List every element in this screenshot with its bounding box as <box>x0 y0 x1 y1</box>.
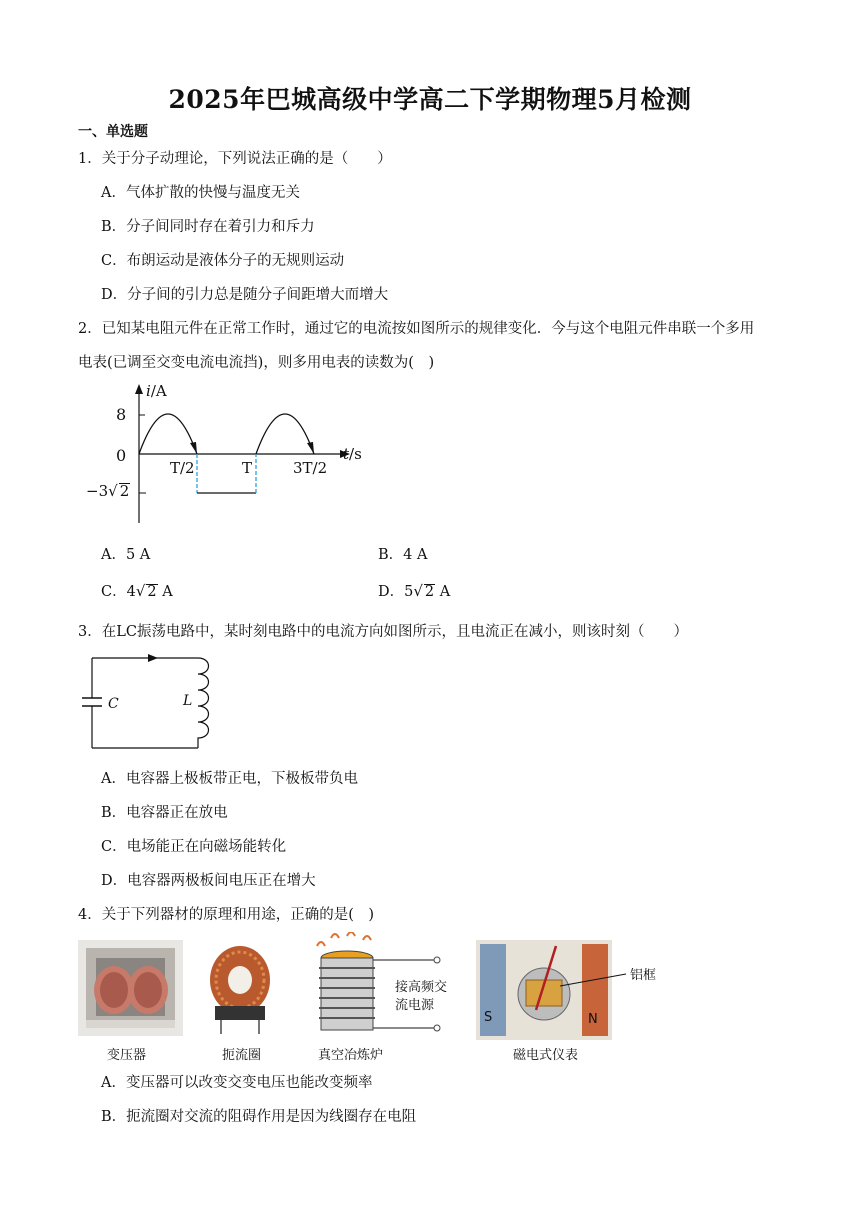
positive-half-wave-1 <box>139 414 197 454</box>
q3-option-d: D．电容器两极板间电压正在增大 <box>101 873 316 889</box>
q1-option-b: B．分子间同时存在着引力和斥力 <box>101 219 315 235</box>
caption-choke: 扼流圈 <box>222 1048 262 1063</box>
q2-stem-line2: 电表(已调至交变电流电流挡)，则多用电表的读数为( ) <box>78 355 435 371</box>
y-tick-label-8: 8 <box>116 405 127 424</box>
q3-option-b: B．电容器正在放电 <box>101 805 228 821</box>
caption-transformer: 变压器 <box>107 1048 147 1063</box>
q1-option-c: C．布朗运动是液体分子的无规则运动 <box>101 253 345 269</box>
frame-pointer-line <box>560 970 628 990</box>
furnace-note-line1: 接高频交 <box>395 980 448 995</box>
x-tick-label-t: T <box>242 459 253 477</box>
q2-option-c: C．4√ 2 A <box>101 582 173 600</box>
capacitor-label: C <box>108 696 119 712</box>
q2-c-coef: C．4 <box>101 584 136 600</box>
q4-stem: 4．关于下列器材的原理和用途，正确的是( ) <box>78 907 375 923</box>
q2-d-radicand: 2 <box>424 584 435 600</box>
inductor-coil <box>198 658 209 748</box>
q2-option-b: B．4 A <box>378 547 428 563</box>
lc-circuit-diagram <box>80 648 220 756</box>
x-axis-label: t/s <box>343 445 362 463</box>
arc1-arrow <box>190 442 197 454</box>
origin-label: 0 <box>116 446 127 465</box>
caption-furnace: 真空冶炼炉 <box>318 1048 384 1063</box>
q4-option-a: A．变压器可以改变交变电压也能改变频率 <box>101 1075 373 1091</box>
y-axis-label: i/A <box>146 382 167 400</box>
q2-d-unit: A <box>435 584 451 600</box>
q2-c-unit: A <box>157 584 173 600</box>
inductor-label: L <box>183 693 193 709</box>
vacuum-furnace-image <box>307 932 457 1038</box>
current-time-graph <box>80 378 370 528</box>
current-direction-arrow <box>148 654 158 662</box>
furnace-note-line2: 流电源 <box>395 998 435 1013</box>
q1-option-a: A．气体扩散的快慢与温度无关 <box>101 185 300 201</box>
aluminum-frame-label: 铝框 <box>630 968 657 983</box>
q2-c-radicand: 2 <box>147 584 157 600</box>
magnet-s-label: S <box>484 1010 493 1025</box>
q2-option-d: D．5√ 2 A <box>378 582 451 600</box>
q2-d-coef: D．5 <box>378 584 414 600</box>
q1-stem: 1．关于分子动理论，下列说法正确的是（ ） <box>78 151 392 167</box>
neg-coef: −3 <box>86 482 109 500</box>
choke-coil-svg <box>205 940 275 1036</box>
y-axis-arrow <box>135 384 143 394</box>
positive-half-wave-2 <box>256 414 314 454</box>
lc-circuit-svg <box>80 648 220 756</box>
caption-meter: 磁电式仪表 <box>513 1048 579 1063</box>
neg-radicand: 2 <box>119 482 130 500</box>
q1-option-d: D．分子间的引力总是随分子间距增大而增大 <box>101 287 389 303</box>
q3-stem: 3．在LC振荡电路中，某时刻电路中的电流方向如图所示，且电流正在减小，则该时刻（ ） <box>78 624 688 640</box>
y-tick-label-neg: −3√ 2 <box>86 482 130 500</box>
x-tick-label-t2: T/2 <box>170 459 195 477</box>
arc2-arrow <box>307 442 314 454</box>
choke-coil-image <box>205 940 275 1036</box>
q2-option-a: A．5 A <box>101 547 151 563</box>
page-title: 2025年巴城高级中学高二下学期物理5月检测 <box>168 85 692 114</box>
x-tick-label-3t2: 3T/2 <box>293 459 328 477</box>
q4-option-b: B．扼流圈对交流的阻碍作用是因为线圈存在电阻 <box>101 1109 417 1125</box>
section-heading: 一、单选题 <box>78 124 148 140</box>
transformer-image <box>78 940 183 1036</box>
q3-option-a: A．电容器上极板带正电，下极板带负电 <box>101 771 358 787</box>
q3-option-c: C．电场能正在向磁场能转化 <box>101 839 287 855</box>
q2-stem-line1: 2．已知某电阻元件在正常工作时，通过它的电流按如图所示的规律变化．今与这个电阻元件串联一个多用 <box>78 321 755 337</box>
transformer-svg <box>78 940 183 1036</box>
magnet-n-label: N <box>588 1012 598 1027</box>
